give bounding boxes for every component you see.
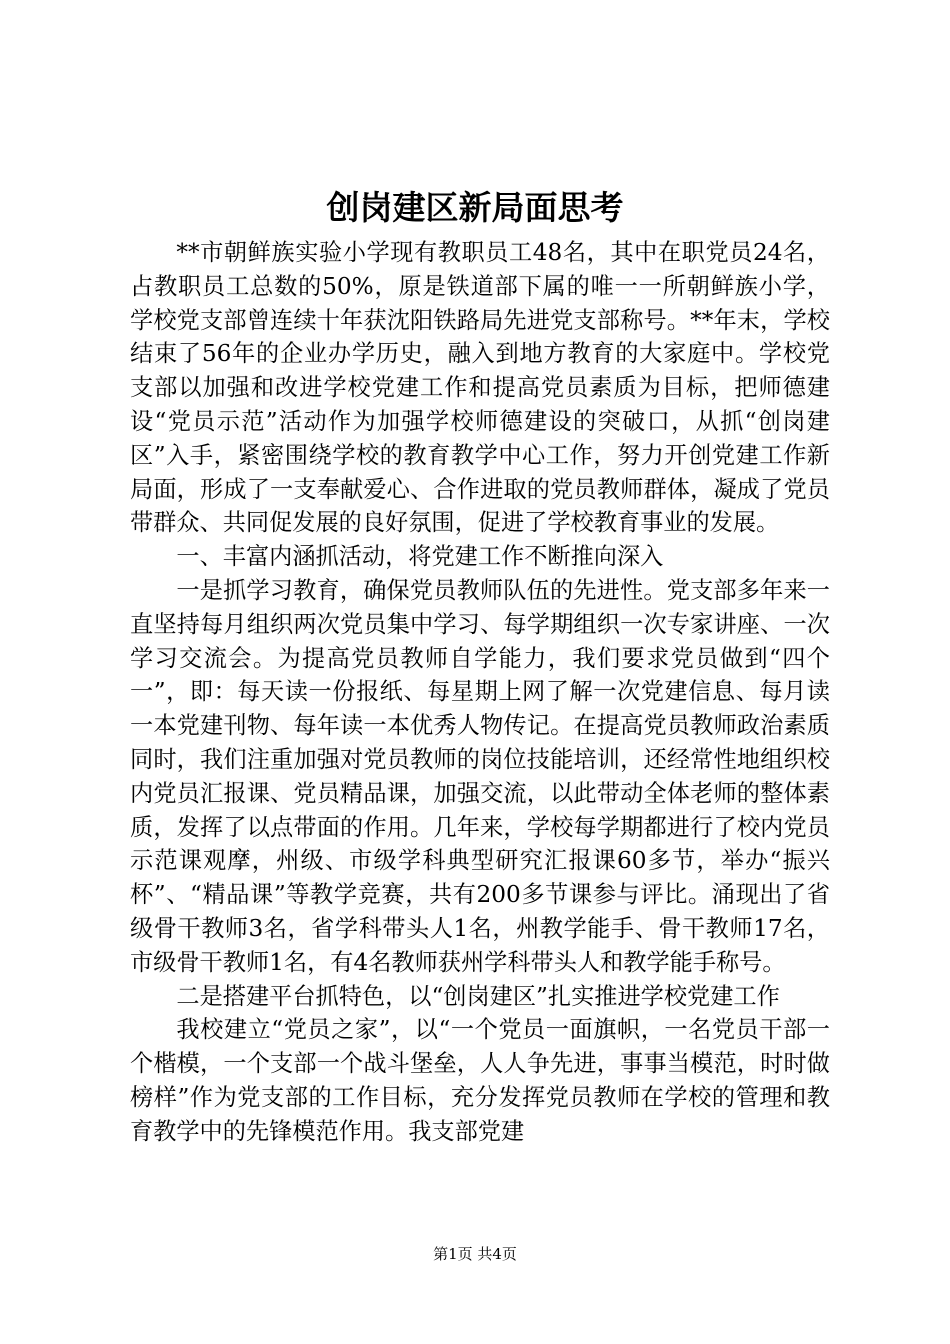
paragraph-study-education: 一是抓学习教育，确保党员教师队伍的先进性。党支部多年来一直坚持每月组织两次党员集中学习、每学期组织一次专家讲座、一次学习交流会。为提高党员教师自学能力，我们要求党员做到“四个一”，即：每天读一份报纸、每星期上网了解一次党建信息、每月读一本党建刊物、每年读一本优秀人物传记。在提高党员教师政治素质同时，我们注重加强对党员教师的岗位技能培训，还经常性地组织校内党员汇报课、党员精品课，加强交流，以此带动全体老师的整体素质，发挥了以点带面的作用。几年来，学校每学期都进行了校内党员示范课观摩，州级、市级学科典型研究汇报课60多节，举办“振兴杯”、“精品课”等教学竞赛，共有200多节课参与评比。涌现出了省级骨干教师3名，省学科带头人1名，州教学能手、骨干教师17名，市级骨干教师1名，有4名教师获州学科带头人和教学能手称号。 bbox=[130, 576, 830, 976]
paragraph-party-home: 我校建立“党员之家”，以“一个党员一面旗帜，一名党员干部一个楷模，一个支部一个战斗堡垒，人人争先进，事事当模范，时时做榜样”作为党支部的工作目标，充分发挥党员教师在学校的管理和教育教学中的先锋模范作用。我支部党建 bbox=[130, 1016, 830, 1145]
document-body bbox=[130, 236, 830, 1149]
section-heading-1: 一、丰富内涵抓活动，将党建工作不断推向深入 bbox=[176, 543, 664, 571]
section-heading-2: 二是搭建平台抓特色，以“创岗建区”扎实推进学校党建工作 bbox=[176, 982, 780, 1010]
document-title: 创岗建区新局面思考 bbox=[326, 188, 624, 227]
paragraph-intro: **市朝鲜族实验小学现有教职员工48名，其中在职党员24名，占教职员工总数的50%，原是铁道部下属的唯一一所朝鲜族小学，学校党支部曾连续十年获沈阳铁路局先进党支部称号。**年末，学校结束了56年的企业办学历史，融入到地方教育的大家庭中。学校党支部以加强和改进学校党建工作和提高党员素质为目标，把师德建设“党员示范”活动作为加强学校师德建设的突破口，从抓“创岗建区”入手，紧密围绕学校的教育教学中心工作，努力开创党建工作新局面，形成了一支奉献爱心、合作进取的党员教师群体，凝成了党员带群众、共同促发展的良好氛围，促进了学校教育事业的发展。 bbox=[130, 239, 830, 537]
page-number-footer: 第1页 共4页 bbox=[433, 1245, 517, 1263]
